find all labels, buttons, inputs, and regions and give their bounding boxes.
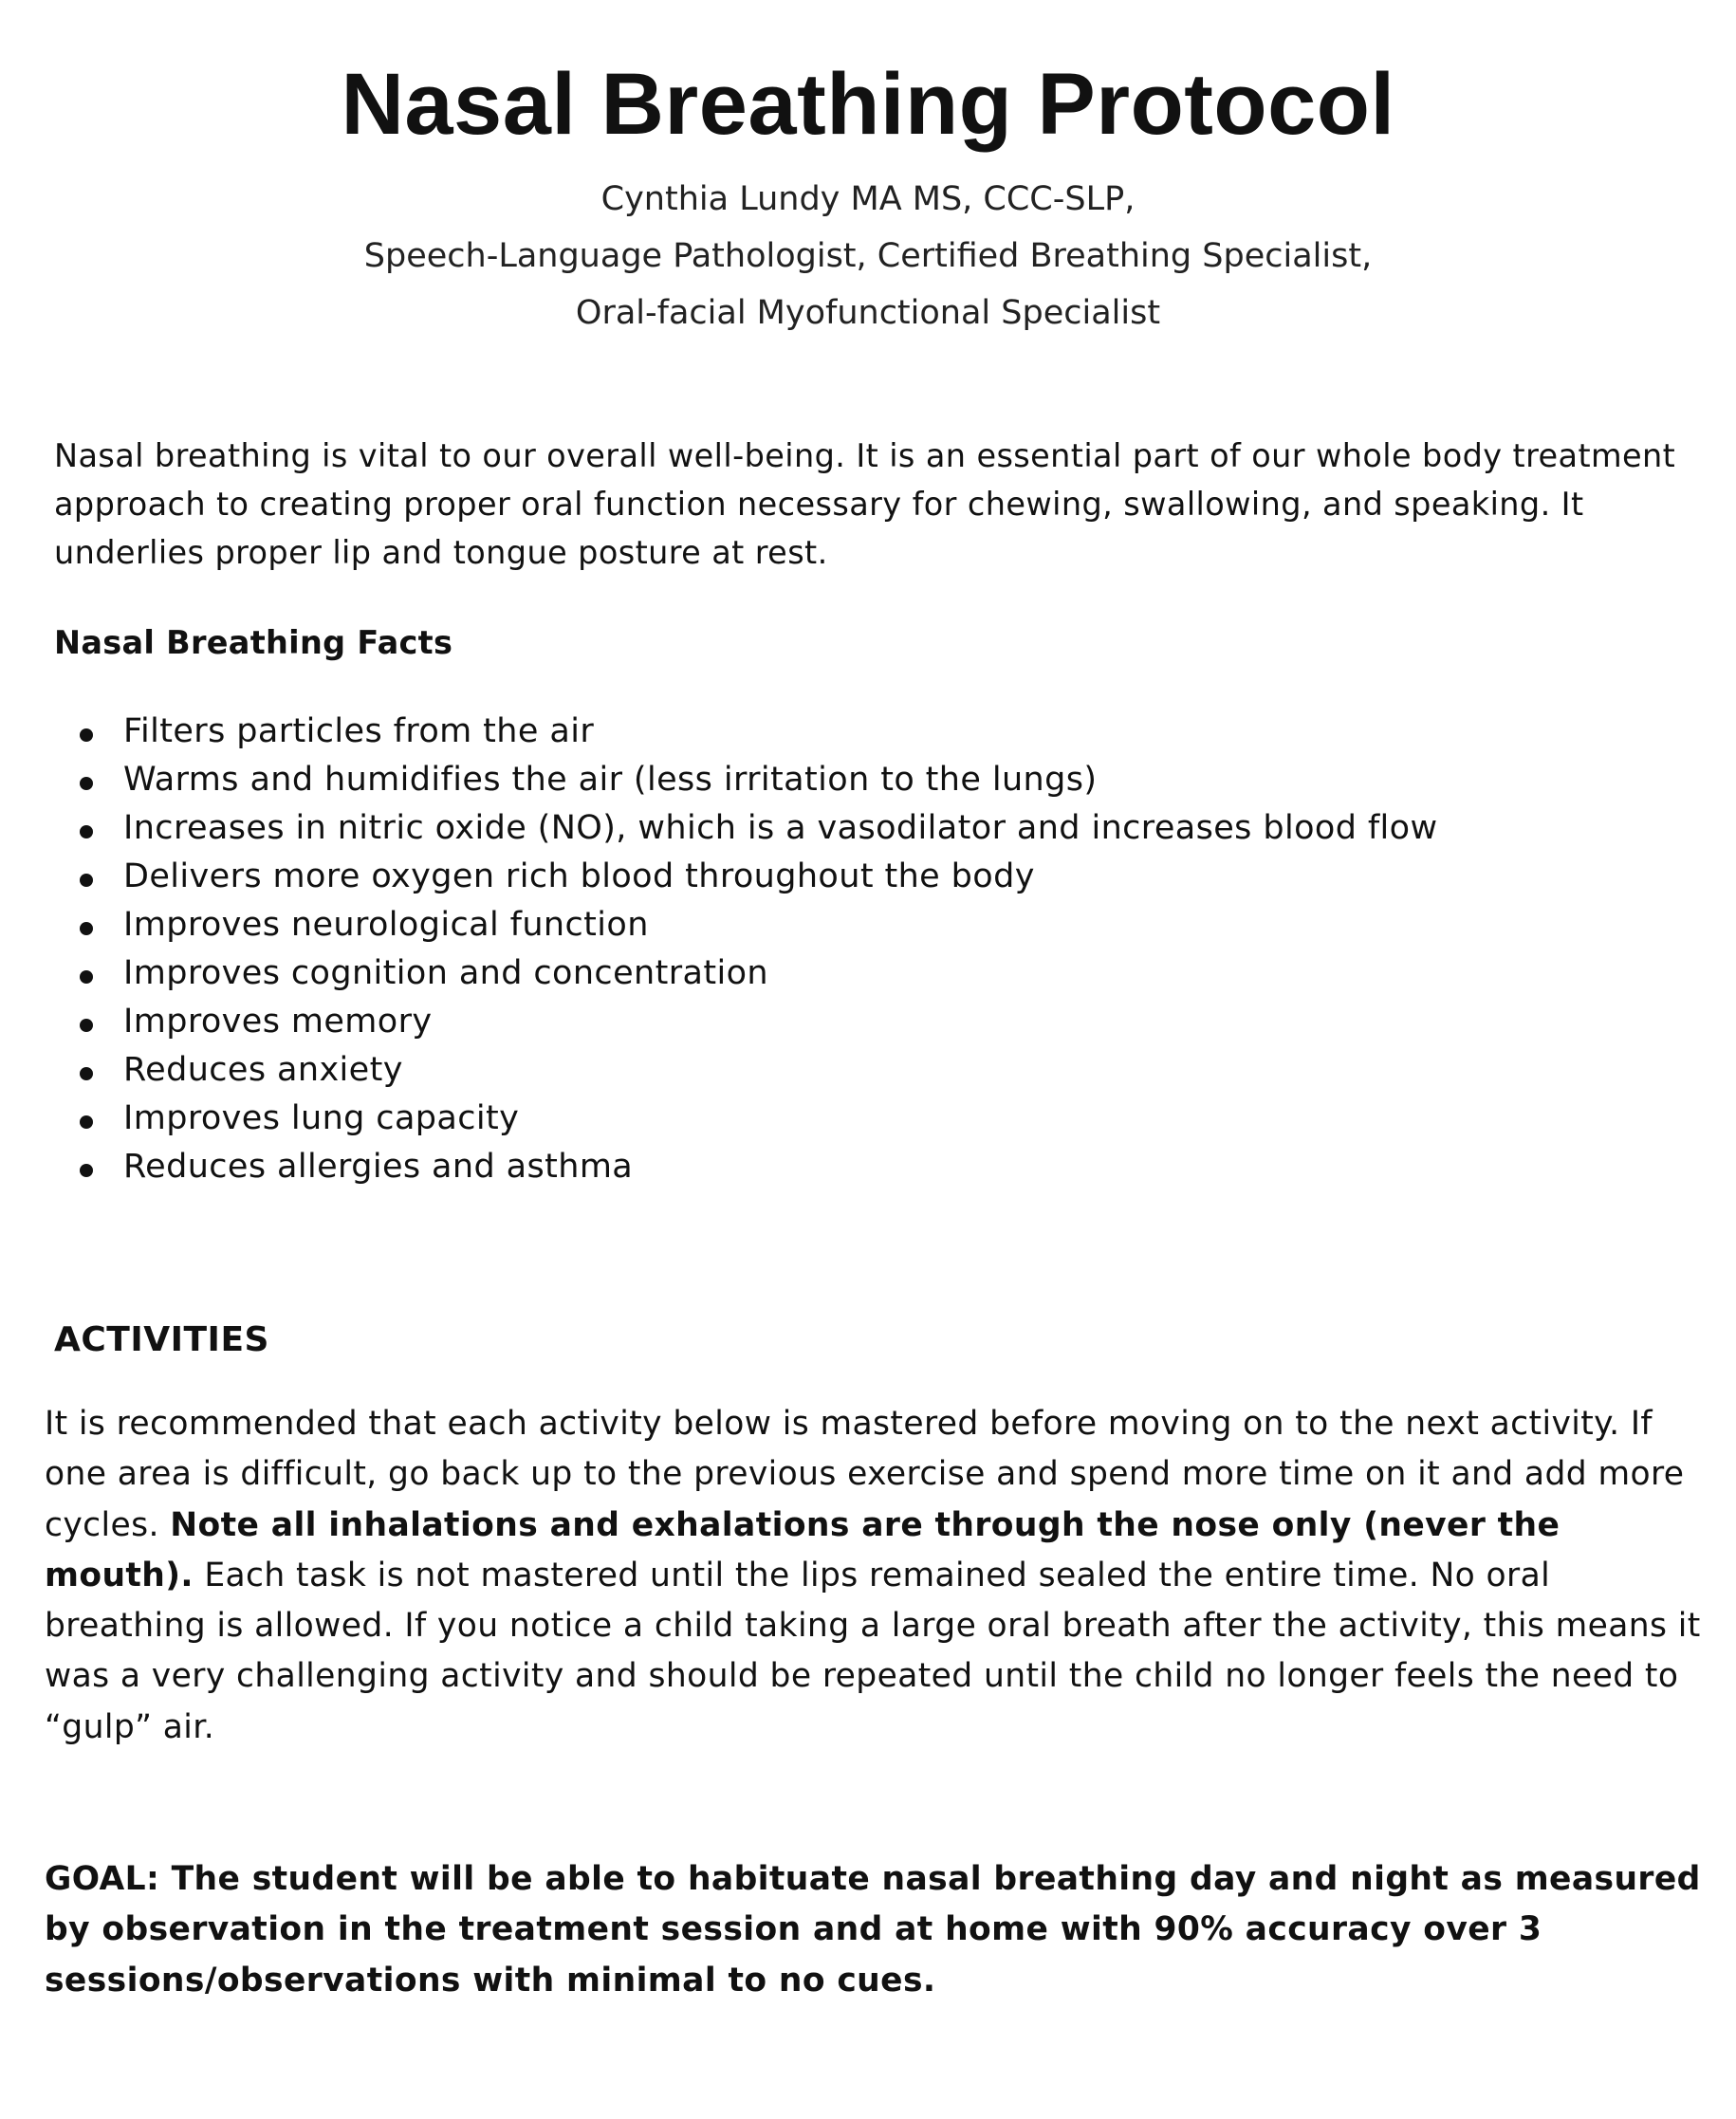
activities-text-rest: Each task is not mastered until the lips remained sealed the entire time. No oral breathing is allowed. If you notice a child taking a large oral breath after the activity, this means it was a very challenging activity and should be repeated until the child no longer feels the need to “gulp” air. [45,1556,1701,1746]
activities-text-note: Note all inhalations and exhalations are through the nose only (never the mouth). [45,1505,1561,1594]
facts-heading: Nasal Breathing Facts [54,624,453,661]
bullet-icon [80,1164,93,1177]
activities-text-intro: It is recommended that each activity below is mastered before moving on to the next activity. If one area is difficult, go back up to the previous exercise and spend more time on it and add more cycles. [45,1405,1685,1544]
fact-item [54,901,1705,949]
intro-paragraph: Nasal breathing is vital to our overall well-being. It is an essential part of our whole body treatment approach to creating proper oral function necessary for chewing, swallowing, and speaking. It underlies proper lip and tongue posture at rest. [54,437,1676,571]
bullet-icon [80,825,93,838]
bullet-icon [80,1115,93,1129]
bullet-icon [80,922,93,935]
author-line-3: Oral-facial Myofunctional Specialist [575,294,1161,332]
activities-heading: ACTIVITIES [54,1320,269,1359]
bullet-icon [80,874,93,887]
fact-text: Improves neurological function [123,906,649,944]
facts-list [54,708,1705,1191]
fact-item [54,1143,1705,1191]
bullet-icon [80,777,93,790]
page-title: Nasal Breathing Protocol [341,56,1395,153]
fact-item [54,756,1705,804]
fact-text: Improves memory [123,1003,433,1041]
fact-text: Reduces anxiety [123,1051,403,1089]
fact-item [54,998,1705,1046]
fact-text: Improves cognition and concentration [123,954,768,992]
fact-text: Warms and humidifies the air (less irritation to the lungs) [123,761,1098,799]
fact-item [54,1046,1705,1095]
bullet-icon [80,1019,93,1032]
author-credentials [0,171,1736,341]
activities-paragraph [45,1399,1714,1753]
author-line-2: Speech-Language Pathologist, Certified Breathing Specialist, [363,237,1373,275]
fact-item [54,804,1705,853]
goal-statement: GOAL: The student will be able to habituate nasal breathing day and night as measured by observation in the treatment session and at home with 90% accuracy over 3 sessions/observations with minimal to no cues. [45,1860,1701,1999]
fact-item [54,853,1705,901]
author-line-1: Cynthia Lundy MA MS, CCC-SLP, [600,180,1136,218]
fact-text: Filters particles from the air [123,712,595,750]
fact-item [54,1095,1705,1143]
fact-text: Delivers more oxygen rich blood throughout the body [123,857,1035,895]
fact-text: Increases in nitric oxide (NO), which is a vasodilator and increases blood flow [123,809,1438,847]
fact-item [54,949,1705,998]
bullet-icon [80,1067,93,1080]
fact-text: Improves lung capacity [123,1099,520,1137]
bullet-icon [80,970,93,984]
fact-text: Reduces allergies and asthma [123,1148,634,1186]
bullet-icon [80,728,93,742]
fact-item [54,708,1705,756]
